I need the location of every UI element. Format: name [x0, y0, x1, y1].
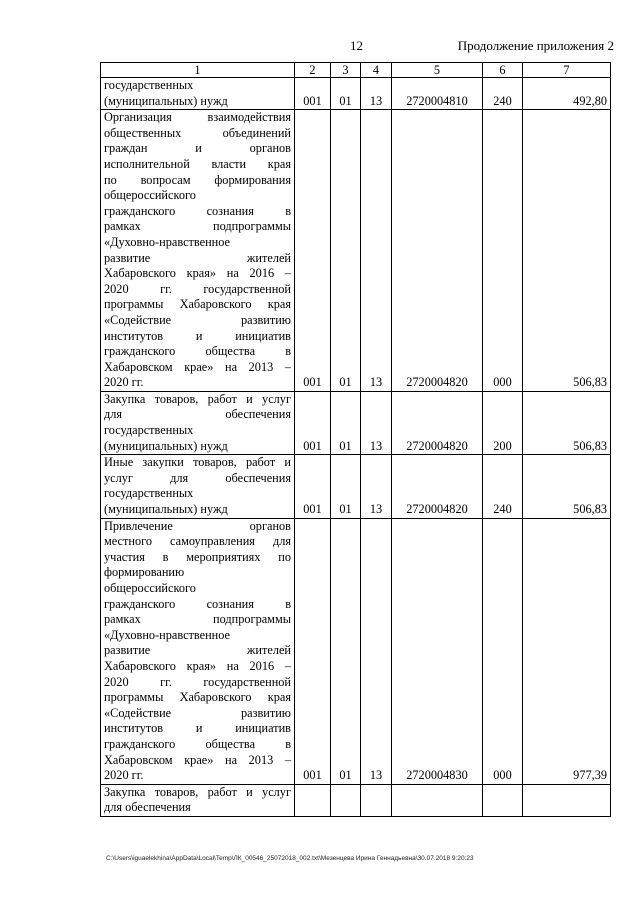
description-line: (муниципальных) нужд	[104, 438, 228, 453]
description-line: для обеспечения	[104, 800, 191, 815]
description-line: рамках подпрограммы	[104, 612, 291, 627]
budget-table	[100, 62, 611, 817]
description-line: услуг для обеспечения	[104, 470, 291, 485]
column-header: 7	[523, 63, 611, 78]
row-code-2: 001	[295, 391, 331, 454]
description-line: формированию	[104, 565, 185, 580]
row-code-2: 001	[295, 110, 331, 392]
row-code-6: 200	[483, 391, 523, 454]
row-description	[101, 455, 295, 518]
column-header-row	[101, 63, 611, 78]
description-line: Хабаровском крае» на 2013 –	[104, 752, 291, 767]
page-number: 12	[350, 38, 363, 53]
row-code-2	[295, 784, 331, 816]
row-code-3: 01	[331, 391, 361, 454]
description-line: граждан и органов	[104, 141, 291, 156]
description-line: Хабаровского края» на 2016 –	[104, 266, 291, 281]
table-body	[101, 78, 611, 817]
description-line: программы Хабаровского края	[104, 297, 291, 312]
description-line: рамках подпрограммы	[104, 219, 291, 234]
table-row	[101, 784, 611, 816]
row-code-6: 000	[483, 518, 523, 784]
row-code-3: 01	[331, 455, 361, 518]
column-header: 3	[331, 63, 361, 78]
table-row	[101, 518, 611, 784]
description-line: развитие жителей	[104, 643, 291, 658]
description-line: «Духовно-нравственное	[104, 627, 231, 642]
description-line: гражданского сознания в	[104, 596, 291, 611]
row-code-4: 13	[361, 110, 392, 392]
row-code-5: 2720004820	[392, 455, 483, 518]
description-line: институтов и инициатив	[104, 721, 291, 736]
table-row	[101, 110, 611, 392]
description-line: местного самоуправления для	[104, 534, 291, 549]
continuation-label: Продолжение приложения 2	[457, 38, 614, 53]
row-code-5: 2720004820	[392, 391, 483, 454]
description-line: программы Хабаровского края	[104, 690, 291, 705]
description-line: «Содействие развитию	[104, 705, 291, 720]
table-row	[101, 78, 611, 110]
row-code-6	[483, 784, 523, 816]
description-line: государственных	[104, 486, 194, 501]
description-line: государственных	[104, 78, 194, 92]
row-code-6: 240	[483, 78, 523, 110]
description-line: Привлечение органов	[104, 518, 291, 533]
column-header: 2	[295, 63, 331, 78]
row-amount: 506,83	[523, 391, 611, 454]
row-code-6: 240	[483, 455, 523, 518]
description-line: общероссийского	[104, 188, 196, 203]
description-line: Закупка товаров, работ и услуг	[104, 391, 291, 406]
description-line: Хабаровского края» на 2016 –	[104, 658, 291, 673]
description-line: Организация взаимодействия	[104, 110, 291, 125]
row-description	[101, 110, 295, 392]
row-code-4: 13	[361, 78, 392, 110]
description-line: 2020 гг.	[104, 375, 144, 390]
description-line: 2020 гг. государственной	[104, 674, 291, 689]
description-line: 2020 гг. государственной	[104, 281, 291, 296]
row-description	[101, 518, 295, 784]
description-line: по вопросам формирования	[104, 172, 291, 187]
description-line: (муниципальных) нужд	[104, 502, 228, 517]
row-amount: 506,83	[523, 455, 611, 518]
row-code-5: 2720004830	[392, 518, 483, 784]
row-code-3: 01	[331, 78, 361, 110]
row-code-4: 13	[361, 518, 392, 784]
row-amount	[523, 784, 611, 816]
description-line: «Содействие развитию	[104, 312, 291, 327]
description-line: гражданского общества в	[104, 344, 291, 359]
row-code-3: 01	[331, 110, 361, 392]
row-code-2: 001	[295, 518, 331, 784]
description-line: для обеспечения	[104, 407, 291, 422]
row-code-5: 2720004820	[392, 110, 483, 392]
row-description	[101, 784, 295, 816]
description-line: общественных объединений	[104, 125, 291, 140]
row-code-4: 13	[361, 455, 392, 518]
row-code-2: 001	[295, 78, 331, 110]
table-row	[101, 455, 611, 518]
table-row	[101, 391, 611, 454]
description-line: (муниципальных) нужд	[104, 93, 228, 108]
row-code-3	[331, 784, 361, 816]
description-line: гражданского общества в	[104, 736, 291, 751]
row-code-2: 001	[295, 455, 331, 518]
description-line: Закупка товаров, работ и услуг	[104, 784, 291, 799]
row-amount: 492,80	[523, 78, 611, 110]
description-line: участия в мероприятиях по	[104, 549, 291, 564]
description-line: государственных	[104, 423, 194, 438]
column-header: 1	[101, 63, 295, 78]
file-path-footer: C:\Users\iguaelekhina\AppData\Local\Temp\ЛК_00546_25072018_002.txt\Мезенцева Ирина Геннадьевна\30.07.2018 9:20:23	[106, 855, 474, 862]
row-description	[101, 78, 295, 110]
row-description	[101, 391, 295, 454]
description-line: развитие жителей	[104, 250, 291, 265]
description-line: гражданского сознания в	[104, 203, 291, 218]
row-code-3: 01	[331, 518, 361, 784]
description-line: общероссийского	[104, 581, 196, 595]
description-line: Хабаровском крае» на 2013 –	[104, 359, 291, 374]
description-line: институтов и инициатив	[104, 328, 291, 343]
column-header: 6	[483, 63, 523, 78]
row-amount: 506,83	[523, 110, 611, 392]
row-code-5: 2720004810	[392, 78, 483, 110]
description-line: 2020 гг.	[104, 768, 144, 783]
row-amount: 977,39	[523, 518, 611, 784]
description-line: исполнительной власти края	[104, 156, 291, 171]
row-code-6: 000	[483, 110, 523, 392]
description-line: «Духовно-нравственное	[104, 234, 231, 249]
column-header: 4	[361, 63, 392, 78]
row-code-4	[361, 784, 392, 816]
column-header: 5	[392, 63, 483, 78]
row-code-5	[392, 784, 483, 816]
description-line: Иные закупки товаров, работ и	[104, 455, 291, 470]
row-code-4: 13	[361, 391, 392, 454]
